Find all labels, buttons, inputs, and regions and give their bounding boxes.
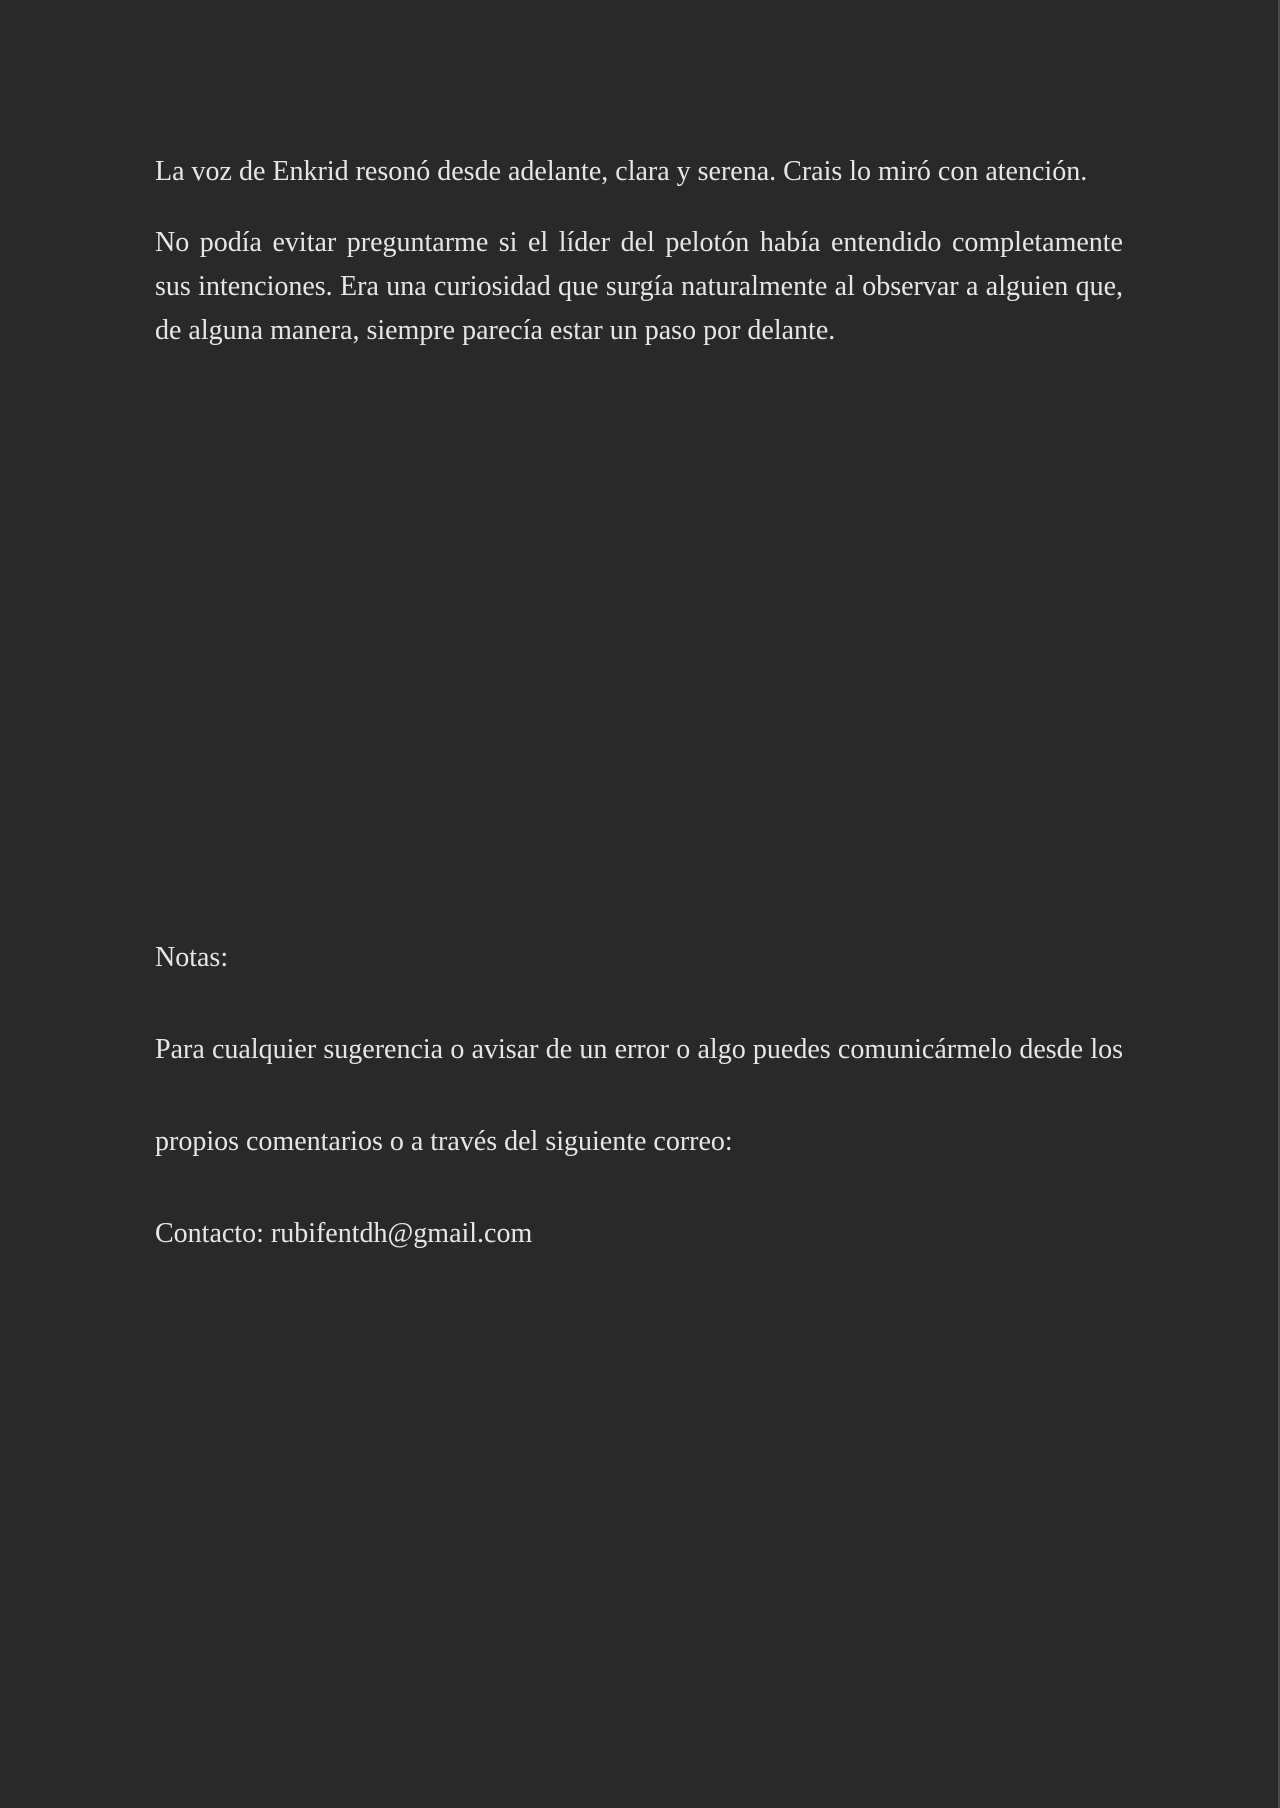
notes-title: Notas: (155, 942, 229, 973)
notes-line-2: propios comentarios o a través del siguiente correo: (155, 1126, 733, 1157)
contact-label: Contacto: (155, 1218, 271, 1249)
paragraph-2: No podía evitar preguntarme si el líder del pelotón había entendido completamente sus intenciones. Era una curiosidad que surgía naturalmente al observar a alguien que, de alguna manera, siempre parecía estar un paso por delante. (155, 227, 1123, 346)
notes-line-1: Para cualquier sugerencia o avisar de un error o algo puedes comunicármelo desde los (155, 1034, 1123, 1065)
paragraph-1: La voz de Enkrid resonó desde adelante, clara y serena. Crais lo miró con atención. (155, 156, 1088, 187)
contact-email[interactable]: rubifentdh@gmail.com (270, 1218, 533, 1249)
contact-line (155, 1216, 532, 1252)
